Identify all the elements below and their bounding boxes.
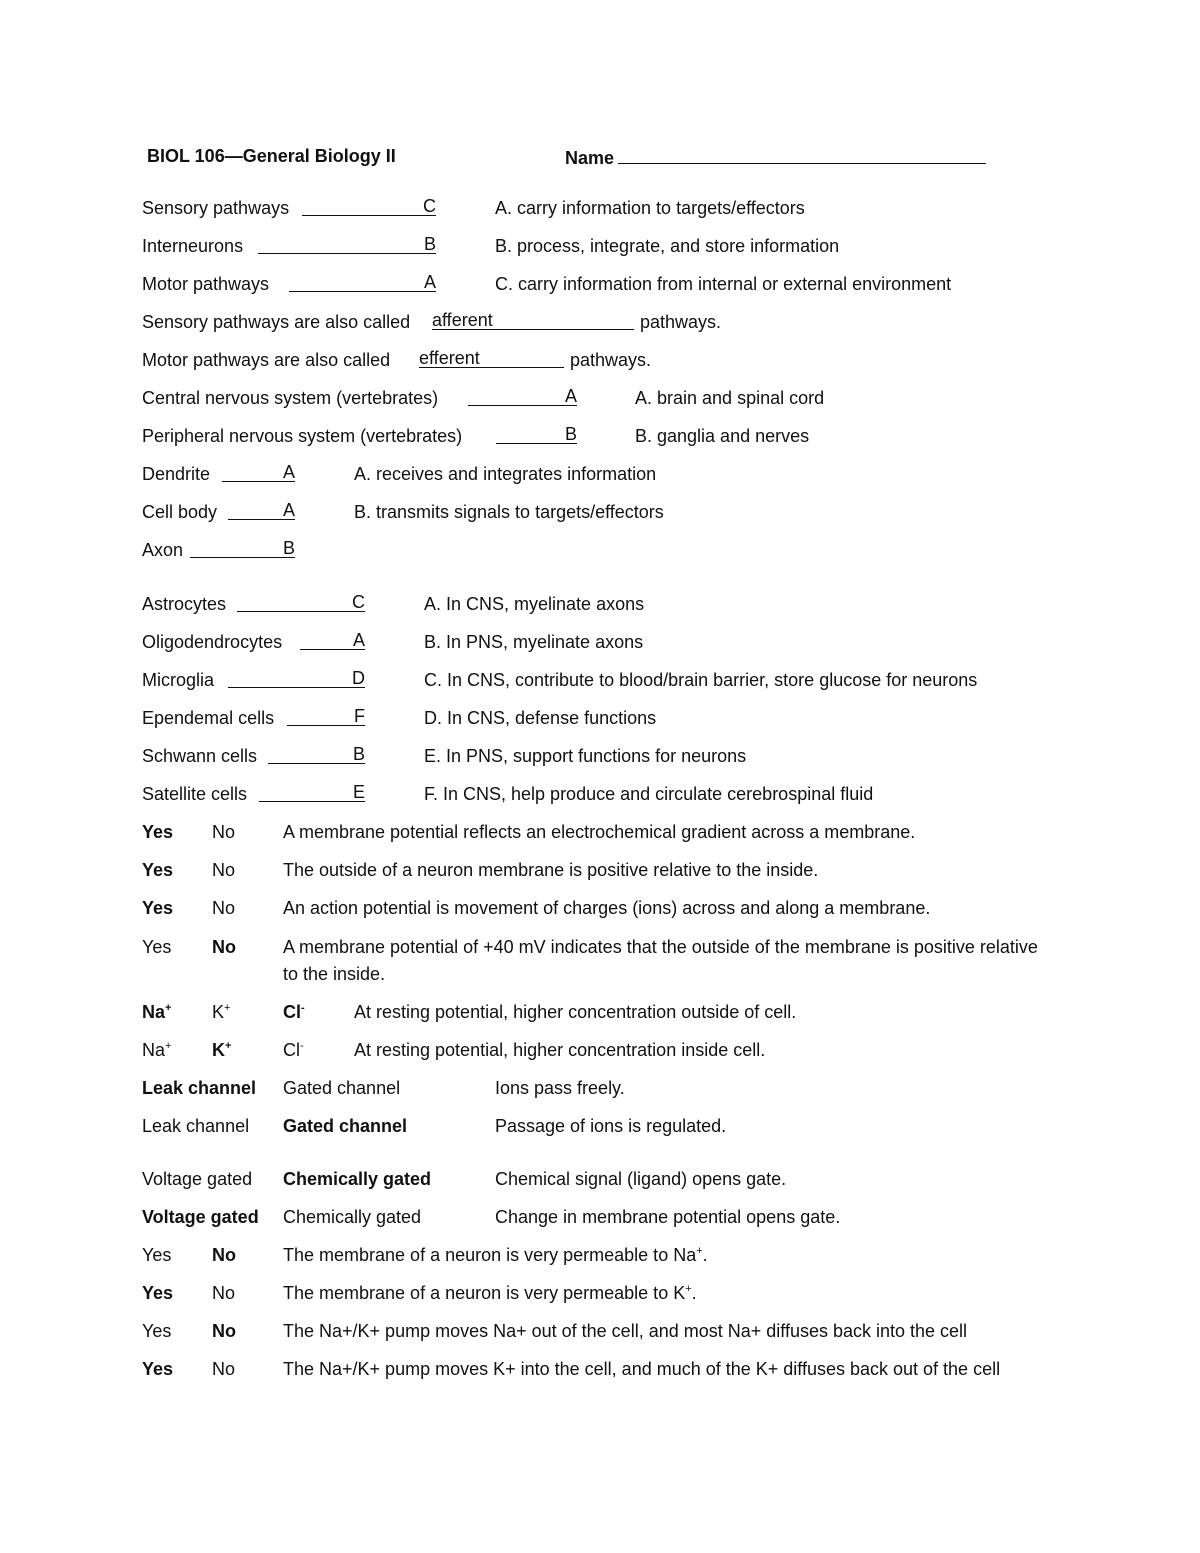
fill-in-suffix: pathways. (640, 312, 722, 332)
neuron-part-term: Dendrite (142, 464, 211, 484)
potassium-symbol: K (212, 1002, 225, 1022)
glia-option: F. In CNS, help produce and circulate cerebrospinal fluid (424, 784, 874, 804)
potassium-charge: + (224, 1002, 231, 1014)
statement-text: The membrane of a neuron is very permeable to Na (283, 1245, 697, 1265)
glia-answer[interactable]: B (268, 743, 365, 764)
ion-statement: At resting potential, higher concentration outside of cell. (354, 1002, 797, 1022)
potassium-option[interactable] (212, 1037, 231, 1063)
neuron-part-option: A. receives and integrates information (354, 464, 657, 484)
nervous-system-answer[interactable]: A (468, 385, 577, 406)
glia-answer[interactable]: F (287, 705, 365, 726)
statement-end: . (691, 1283, 697, 1303)
statement-charge: + (696, 1245, 703, 1257)
sodium-charge: + (165, 1040, 172, 1052)
gate-statement: Chemical signal (ligand) opens gate. (495, 1169, 787, 1189)
potassium-charge: + (225, 1040, 232, 1052)
glia-option: A. In CNS, myelinate axons (424, 594, 645, 614)
pathway-option: B. process, integrate, and store information (495, 236, 840, 256)
chloride-option[interactable] (283, 1037, 304, 1063)
sodium-symbol: Na (142, 1002, 166, 1022)
voltage-gated-option[interactable]: Voltage gated (142, 1169, 253, 1189)
no-option[interactable]: No (212, 937, 236, 957)
nervous-system-term: Central nervous system (vertebrates) (142, 388, 439, 408)
glia-option: D. In CNS, defense functions (424, 708, 657, 728)
yes-no-statement: A membrane potential of +40 mV indicates that the outside of the membrane is positive relative to the inside. (283, 937, 1038, 984)
name-field[interactable] (618, 143, 986, 164)
glia-term: Satellite cells (142, 784, 248, 804)
chloride-charge: - (301, 1002, 305, 1014)
yes-option[interactable]: Yes (142, 860, 174, 880)
chloride-charge: - (300, 1040, 304, 1052)
fill-in-answer[interactable]: afferent (432, 309, 634, 330)
gated-channel-option[interactable]: Gated channel (283, 1078, 401, 1098)
glia-term: Ependemal cells (142, 708, 275, 728)
channel-statement: Ions pass freely. (495, 1078, 625, 1098)
no-option[interactable]: No (212, 898, 236, 918)
no-option[interactable]: No (212, 1245, 236, 1265)
no-option[interactable]: No (212, 1321, 236, 1341)
potassium-symbol: K (212, 1040, 225, 1060)
statement-end: . (702, 1245, 708, 1265)
pathway-option: A. carry information to targets/effectors (495, 198, 805, 218)
no-option[interactable]: No (212, 1359, 236, 1379)
neuron-part-answer[interactable]: A (228, 499, 295, 520)
ion-statement: At resting potential, higher concentration inside cell. (354, 1040, 766, 1060)
neuron-part-option: B. transmits signals to targets/effectors (354, 502, 664, 522)
leak-channel-option[interactable]: Leak channel (142, 1116, 250, 1136)
pathway-answer[interactable]: C (302, 195, 436, 216)
nervous-system-option: A. brain and spinal cord (635, 388, 825, 408)
yes-option[interactable]: Yes (142, 937, 172, 957)
glia-answer[interactable]: D (228, 667, 365, 688)
statement-text: The membrane of a neuron is very permeable to K (283, 1283, 686, 1303)
nervous-system-term: Peripheral nervous system (vertebrates) (142, 426, 463, 446)
voltage-gated-option[interactable]: Voltage gated (142, 1207, 259, 1227)
fill-in-suffix: pathways. (570, 350, 652, 370)
yes-option[interactable]: Yes (142, 1359, 174, 1379)
leak-channel-option[interactable]: Leak channel (142, 1078, 257, 1098)
channel-statement: Passage of ions is regulated. (495, 1116, 727, 1136)
yes-option[interactable]: Yes (142, 1283, 174, 1303)
name-label-text: Name (565, 148, 615, 168)
glia-option: B. In PNS, myelinate axons (424, 632, 644, 652)
fill-in-answer[interactable]: efferent (419, 347, 564, 368)
no-option[interactable]: No (212, 1283, 236, 1303)
sodium-option[interactable] (142, 999, 171, 1025)
pathway-option: C. carry information from internal or external environment (495, 274, 952, 294)
potassium-option[interactable] (212, 999, 230, 1025)
yes-no-statement: The outside of a neuron membrane is positive relative to the inside. (283, 860, 819, 880)
yes-option[interactable]: Yes (142, 898, 174, 918)
no-option[interactable]: No (212, 822, 236, 842)
yes-option[interactable]: Yes (142, 1321, 172, 1341)
glia-term: Microglia (142, 670, 215, 690)
pathway-term: Sensory pathways (142, 198, 290, 218)
yes-option[interactable]: Yes (142, 1245, 172, 1265)
pathway-term: Interneurons (142, 236, 244, 256)
gate-statement: Change in membrane potential opens gate. (495, 1207, 841, 1227)
glia-term: Oligodendrocytes (142, 632, 283, 652)
glia-term: Schwann cells (142, 746, 258, 766)
sodium-charge: + (165, 1002, 172, 1014)
no-option[interactable]: No (212, 860, 236, 880)
pathway-answer[interactable]: A (289, 271, 436, 292)
fill-in-prefix: Sensory pathways are also called (142, 312, 411, 332)
name-label (565, 143, 986, 171)
glia-option: E. In PNS, support functions for neurons (424, 746, 747, 766)
statement-charge: + (685, 1283, 692, 1295)
neuron-part-term: Axon (142, 540, 184, 560)
glia-answer[interactable]: E (259, 781, 365, 802)
glia-answer[interactable]: A (300, 629, 365, 650)
yes-option[interactable]: Yes (142, 822, 174, 842)
glia-term: Astrocytes (142, 594, 227, 614)
fill-in-prefix: Motor pathways are also called (142, 350, 391, 370)
neuron-part-answer[interactable]: A (222, 461, 295, 482)
yes-no-statement: The Na+/K+ pump moves Na+ out of the cell, and most Na+ diffuses back into the cell (283, 1321, 968, 1341)
yes-no-statement (283, 1242, 708, 1268)
yes-no-statement (283, 1280, 697, 1306)
chloride-option[interactable] (283, 999, 305, 1025)
pathway-term: Motor pathways (142, 274, 270, 294)
glia-option: C. In CNS, contribute to blood/brain barrier, store glucose for neurons (424, 670, 978, 690)
sodium-option[interactable] (142, 1037, 171, 1063)
neuron-part-term: Cell body (142, 502, 218, 522)
nervous-system-option: B. ganglia and nerves (635, 426, 810, 446)
yes-no-statement: The Na+/K+ pump moves K+ into the cell, and much of the K+ diffuses back out of the cell (283, 1359, 1001, 1379)
yes-no-statement: An action potential is movement of charges (ions) across and along a membrane. (283, 898, 931, 918)
chemically-gated-option[interactable]: Chemically gated (283, 1207, 422, 1227)
course-title: BIOL 106—General Biology II (147, 146, 396, 166)
neuron-part-answer[interactable]: B (190, 537, 295, 558)
chloride-symbol: Cl (283, 1040, 300, 1060)
gated-channel-option[interactable]: Gated channel (283, 1116, 408, 1136)
glia-answer[interactable]: C (237, 591, 365, 612)
pathway-answer[interactable]: B (258, 233, 436, 254)
chemically-gated-option[interactable]: Chemically gated (283, 1169, 432, 1189)
yes-no-statement: A membrane potential reflects an electrochemical gradient across a membrane. (283, 822, 916, 842)
chloride-symbol: Cl (283, 1002, 301, 1022)
sodium-symbol: Na (142, 1040, 166, 1060)
nervous-system-answer[interactable]: B (496, 423, 577, 444)
